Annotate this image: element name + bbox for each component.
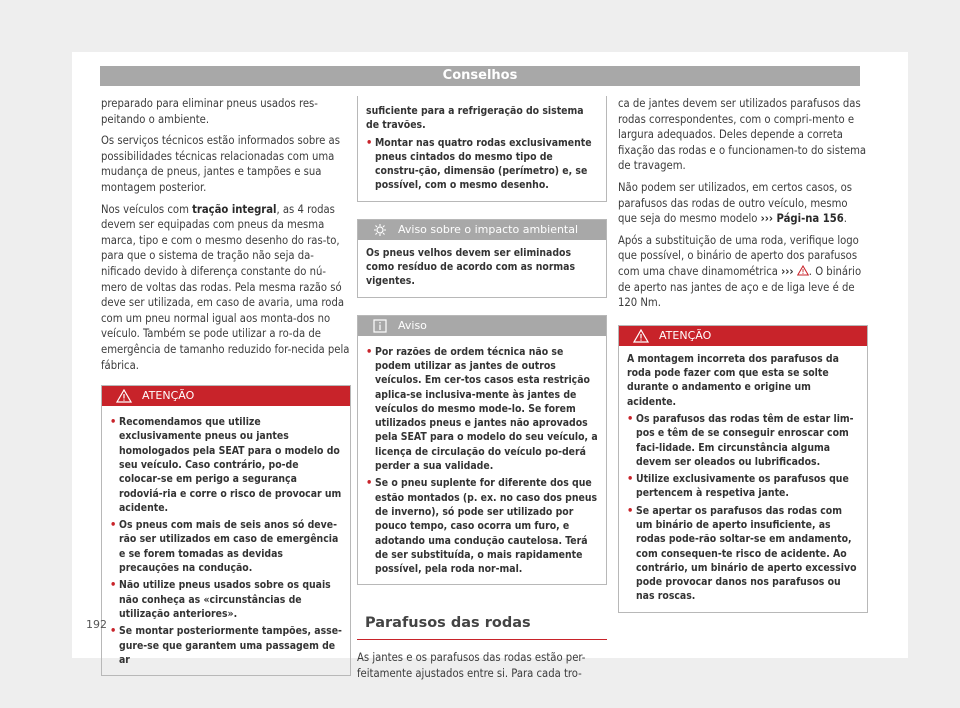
- warning-text: suficiente para a refrigeração do sistema de travões.: [366, 105, 584, 132]
- list-item: • Se montar posteriormente tampões, asse-gure-se que garantem uma passagem de ar: [110, 624, 342, 666]
- page-header: Conselhos: [100, 66, 860, 86]
- notice-header: [358, 316, 606, 336]
- page-reference-link[interactable]: ››› Pági-na 156: [760, 212, 844, 226]
- section-title: Parafusos das rodas: [357, 611, 607, 640]
- notice-box: [357, 315, 607, 586]
- text-span: Não podem ser utilizados, em certos casos, os parafusos das rodas de outro veículo, mesmo que seja do mesmo modelo: [618, 180, 853, 226]
- text-span: Após a substituição de uma roda, verifique logo que possível, o binário de aperto dos parafusos com uma chave dinamométrica: [618, 233, 859, 278]
- leaf-icon: [372, 223, 388, 237]
- warning-title: ATENÇÃO: [659, 328, 712, 342]
- paragraph: Os serviços técnicos estão informados sobre as possibilidades técnicas relacionadas com uma mudança de pneus, jantes e tampões e sua montagem posterior.: [101, 134, 340, 194]
- warning-title: ATENÇÃO: [142, 389, 195, 403]
- list-item: • Não utilize pneus usados sobre os quais não conheça as «circunstâncias de utilização anteriores».: [110, 578, 331, 620]
- paragraph: ca de jantes devem ser utilizados parafusos das rodas correspondentes, com o compri-mento e largura adequados. Deles depende a correta fixação das rodas e o funcionamen-to do sistema de travagem.: [618, 97, 867, 173]
- warning-triangle-icon: [797, 265, 809, 278]
- column-3: [618, 96, 868, 613]
- environment-title: Aviso sobre o impacto ambiental: [398, 222, 579, 236]
- paragraph: [618, 180, 868, 227]
- text-span: . O binário de aperto nas jantes de aço e de liga leve é de 120 Nm.: [618, 264, 862, 310]
- column-2: [357, 96, 607, 688]
- text-span: Nos veículos com: [101, 202, 193, 216]
- list-item: • Recomendamos que utilize exclusivamente pneus ou jantes homologados pela SEAT para o modelo do seu veículo. Caso contrário, po-de colocar-se em perigo a segurança rodoviá-ria e corre o risco de provocar um acidente.: [110, 415, 342, 514]
- warning-body: [102, 406, 350, 675]
- environment-body: Os pneus velhos devem ser eliminados como resíduo de acordo com as normas vigentes.: [366, 246, 576, 288]
- text-span: .: [843, 212, 847, 226]
- list-item: • Utilize exclusivamente os parafusos que pertencem à respetiva jante.: [627, 472, 849, 500]
- paragraph: preparado para eliminar pneus usados res-peitando o ambiente.: [101, 97, 318, 126]
- warning-triangle-icon: [633, 329, 649, 343]
- list-item: • Os parafusos das rodas têm de estar lim-pos e têm de se conseguir enroscar com faci-lidade. Em circunstância alguma devem ser oleados ou lubrificados.: [627, 411, 854, 468]
- text-span: , as 4 rodas devem ser equipadas com pneus da mesma marca, tipo e com o mesmo desenho do ras-to, para que o sistema de tração não seja da-nificado devido à diferença constante do nú-mero de voltas das rodas. Pela mesma razão só deve ser utilizada, em caso de avaria, uma roda com um pneu normal igual aos monta-dos no veículo. Também se pode utilizar a ro-da de emergência de tamanho reduzido for-necida pela fábrica.: [101, 202, 350, 372]
- reference-arrow-link[interactable]: ›››: [781, 264, 794, 278]
- warning-header: [102, 386, 350, 406]
- notice-body: [358, 336, 606, 585]
- list-item: • Por razões de ordem técnica não se podem utilizar as jantes de outros veículos. Em cer-tos casos esta restrição aplica-se inclusiva-mente às jantes de veículos do mesmo mode-lo. Se forem utilizados pneus e jantes não aprovados pela SEAT para o modelo do seu veículo, a licença de circulação do veículo po-derá perder a sua validade.: [366, 344, 598, 473]
- warning-box-continued: [357, 96, 607, 202]
- list-item: • Montar nas quatro rodas exclusivamente pneus cintados do mesmo tipo de constru-ção, dimensão (perímetro) e, se possível, com o mesmo desenho.: [366, 135, 592, 192]
- warning-box: [618, 325, 868, 613]
- warning-box: [101, 385, 351, 676]
- warning-text: A montagem incorreta dos parafusos da roda pode fazer com que esta se solte durante o andamento e origine um acidente.: [627, 352, 839, 408]
- paragraph: As jantes e os parafusos das rodas estão per-feitamente ajustados entre si. Para cada tro-: [357, 651, 586, 681]
- list-item: • Se o pneu suplente for diferente dos que estão montados (p. ex. no caso dos pneus de inverno), só pode ser utilizado por pouco tempo, caso ocorra um furo, e adotando uma condução cautelosa. Terá de ser substituída, o mais rapidamente possível, pela roda nor-mal.: [366, 476, 598, 576]
- notice-title: Aviso: [398, 318, 427, 332]
- warning-body: [358, 96, 606, 201]
- warning-body: [619, 346, 867, 612]
- paragraph: [101, 202, 351, 374]
- column-1: [101, 96, 351, 676]
- environment-notice-box: [357, 219, 607, 298]
- warning-header: [619, 326, 867, 346]
- paragraph: [618, 233, 868, 311]
- environment-header: [358, 220, 606, 240]
- list-item: • Os pneus com mais de seis anos só deve-rão ser utilizados em caso de emergência e se forem tomadas as devidas precauções na condução.: [110, 518, 339, 575]
- list-item: • Se apertar os parafusos das rodas com um binário de aperto insuficiente, as rodas pode-rão soltar-se em andamento, com consequen-te risco de acidente. Ao contrário, um binário de aperto excessivo pode provocar danos nos parafusos ou nas roscas.: [627, 503, 857, 603]
- info-icon: [372, 319, 388, 333]
- warning-triangle-icon: [116, 389, 132, 403]
- page-number: 192: [86, 618, 107, 631]
- bold-term: tração integral: [192, 202, 277, 216]
